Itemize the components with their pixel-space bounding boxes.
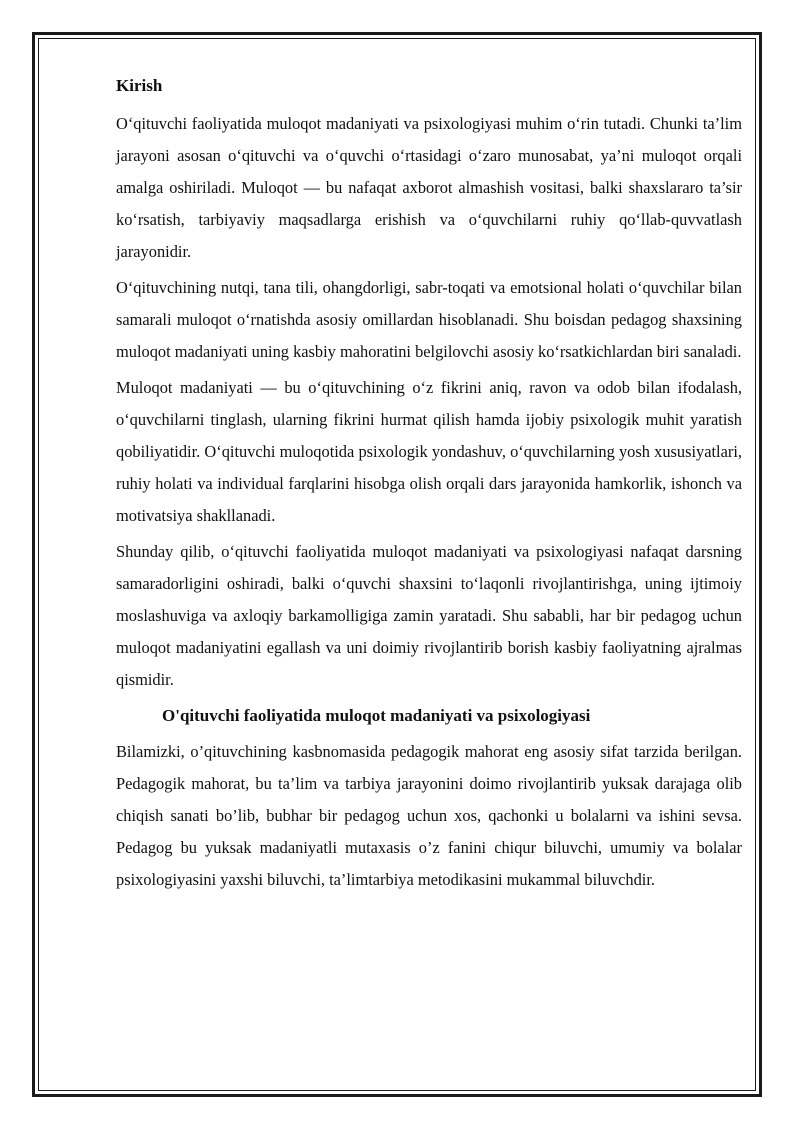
- intro-heading: Kirish: [116, 76, 163, 95]
- document-body: [116, 70, 742, 900]
- section-heading: O'qituvchi faoliyatida muloqot madaniyati va psixologiyasi: [162, 706, 591, 725]
- intro-paragraph-1: O‘qituvchi faoliyatida muloqot madaniyati va psixologiyasi muhim o‘rin tutadi. Chunki ta’lim jarayoni asosan o‘qituvchi va o‘quvchi o‘rtasidagi o‘zaro munosabat, ya’ni muloqot orqali amalga oshiriladi. Muloqot — bu nafaqat axborot almashish vositasi, balki shaxslararo ta’sir ko‘rsatish, tarbiyaviy maqsadlarga erishish va o‘quvchilarni ruhiy qo‘llab-quvvatlash jarayonidir.: [116, 114, 742, 261]
- section-paragraph-1: Bilamizki, o’qituvchining kasbnomasida pedagogik mahorat eng asosiy sifat tarzida berilgan. Pedagogik mahorat, bu ta’lim va tarbiya jarayonini doimo rivojlantirib yuksak darajaga olib chiqish sanati bo’lib, bubhar bir pedagog uchun xos, qachonki u bolalarni va ishini sevsa. Pedagog bu yuksak madaniyatli mutaxasis o’z fanini chiqur biluvchi, umumiy va bolalar psixologiyasini yaxshi biluvchi, ta’limtarbiya metodikasini mukammal biluvchdir.: [116, 742, 742, 889]
- intro-paragraph-3: Muloqot madaniyati — bu o‘qituvchining o‘z fikrini aniq, ravon va odob bilan ifodalash, o‘quvchilarni tinglash, ularning fikrini hurmat qilish hamda ijobiy psixologik muhit yaratish qobiliyatidir. O‘qituvchi muloqotida psixologik yondashuv, o‘quvchilarning yosh xususiyatlari, ruhiy holati va individual farqlarini hisobga olish orqali dars jarayonida hamkorlik, ishonch va motivatsiya shakllanadi.: [116, 378, 742, 525]
- intro-paragraph-2: O‘qituvchining nutqi, tana tili, ohangdorligi, sabr-toqati va emotsional holati o‘quvchilar bilan samarali muloqot o‘rnatishda asosiy omillardan hisoblanadi. Shu boisdan pedagog shaxsining muloqot madaniyati uning kasbiy mahoratini belgilovchi asosiy ko‘rsatkichlardan biri sanaladi.: [116, 278, 742, 361]
- intro-paragraph-4: Shunday qilib, o‘qituvchi faoliyatida muloqot madaniyati va psixologiyasi nafaqat darsning samaradorligini oshiradi, balki o‘quvchi shaxsini to‘laqonli rivojlantirishga, uning ijtimoiy moslashuviga va axloqiy barkamolligiga zamin yaratadi. Shu sababli, har bir pedagog uchun muloqot madaniyatini egallash va uni doimiy rivojlantirib borish kasbiy faoliyatning ajralmas qismidir.: [116, 542, 742, 689]
